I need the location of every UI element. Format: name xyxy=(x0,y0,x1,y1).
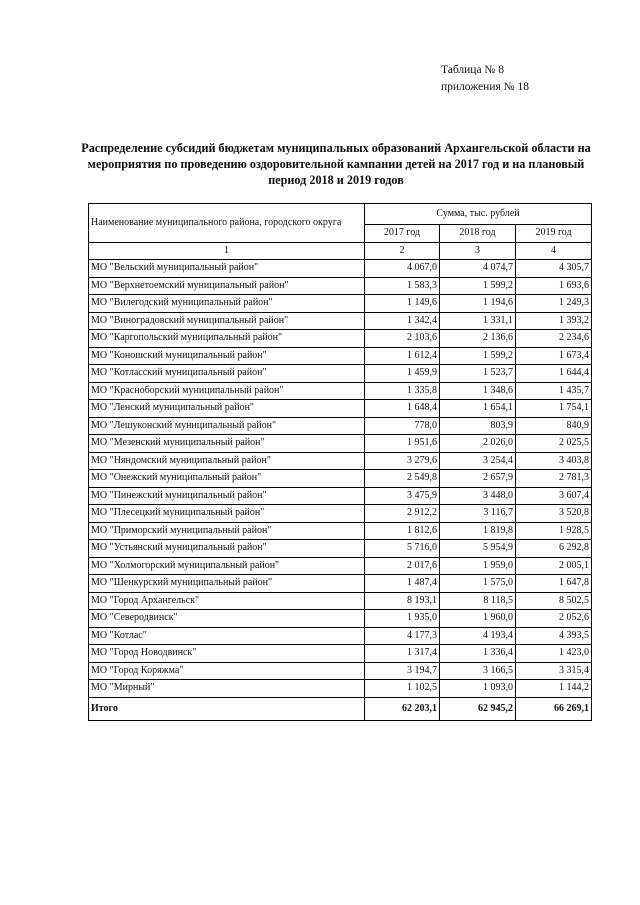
table-row xyxy=(89,435,592,453)
total-2017: 62 203,1 xyxy=(365,697,440,720)
value-2018-cell: 3 166,5 xyxy=(440,662,516,680)
table-row xyxy=(89,522,592,540)
municipality-name-cell: МО "Красноборский муниципальный район" xyxy=(89,382,365,400)
value-2019-cell: 1 644,4 xyxy=(516,365,592,383)
value-2017-cell: 1 317,4 xyxy=(365,645,440,663)
value-2018-cell: 1 194,6 xyxy=(440,295,516,313)
value-2018-cell: 1 348,6 xyxy=(440,382,516,400)
value-2019-cell: 1 647,8 xyxy=(516,575,592,593)
value-2019-cell: 2 781,3 xyxy=(516,470,592,488)
table-row xyxy=(89,575,592,593)
municipality-name-cell: МО "Котласский муниципальный район" xyxy=(89,365,365,383)
subsidy-table-body xyxy=(89,204,592,698)
municipality-name-cell: МО "Онежский муниципальный район" xyxy=(89,470,365,488)
value-2019-cell: 1 693,6 xyxy=(516,277,592,295)
table-row xyxy=(89,400,592,418)
table-row xyxy=(89,557,592,575)
municipality-name-cell: МО "Устьянский муниципальный район" xyxy=(89,540,365,558)
value-2017-cell: 1 149,6 xyxy=(365,295,440,313)
value-2019-cell: 2 025,5 xyxy=(516,435,592,453)
table-row xyxy=(89,417,592,435)
table-row xyxy=(89,645,592,663)
table-row xyxy=(89,680,592,698)
value-2017-cell: 1 102,5 xyxy=(365,680,440,698)
total-2019: 66 269,1 xyxy=(516,697,592,720)
value-2017-cell: 2 103,6 xyxy=(365,330,440,348)
value-2017-cell: 3 194,7 xyxy=(365,662,440,680)
value-2018-cell: 4 074,7 xyxy=(440,260,516,278)
value-2019-cell: 1 435,7 xyxy=(516,382,592,400)
table-row xyxy=(89,662,592,680)
value-2019-cell: 2 052,6 xyxy=(516,610,592,628)
value-2019-cell: 6 292,8 xyxy=(516,540,592,558)
column-number-row xyxy=(89,242,592,260)
value-2019-cell: 3 520,8 xyxy=(516,505,592,523)
value-2017-cell: 5 716,0 xyxy=(365,540,440,558)
value-2018-cell: 5 954,9 xyxy=(440,540,516,558)
value-2018-cell: 1 575,0 xyxy=(440,575,516,593)
value-2018-cell: 3 448,0 xyxy=(440,487,516,505)
value-2018-cell: 1 599,2 xyxy=(440,277,516,295)
value-2017-cell: 2 912,2 xyxy=(365,505,440,523)
value-2019-cell: 1 673,4 xyxy=(516,347,592,365)
value-2018-cell: 8 118,5 xyxy=(440,592,516,610)
value-2017-cell: 8 193,1 xyxy=(365,592,440,610)
table-row xyxy=(89,452,592,470)
value-2017-cell: 778,0 xyxy=(365,417,440,435)
value-2019-cell: 1 928,5 xyxy=(516,522,592,540)
table-header-row xyxy=(89,204,592,225)
value-2019-cell: 1 249,3 xyxy=(516,295,592,313)
value-2017-cell: 3 475,9 xyxy=(365,487,440,505)
table-row xyxy=(89,487,592,505)
value-2018-cell: 2 136,6 xyxy=(440,330,516,348)
document-title: Распределение субсидий бюджетам муниципальных образований Архангельской области на мероприятия по проведению оздоровительной кампании детей на 2017 год и на плановый период 2018 и 2019 годов xyxy=(81,141,591,187)
municipality-name-cell: МО "Коношский муниципальный район" xyxy=(89,347,365,365)
table-row xyxy=(89,540,592,558)
value-2018-cell: 1 523,7 xyxy=(440,365,516,383)
table-row xyxy=(89,592,592,610)
value-2017-cell: 1 935,0 xyxy=(365,610,440,628)
table-number-label: Таблица № 8 xyxy=(441,64,505,76)
value-2017-cell: 4 177,3 xyxy=(365,627,440,645)
sum-column-header: Сумма, тыс. рублей xyxy=(365,204,592,225)
table-row xyxy=(89,610,592,628)
table-row xyxy=(89,312,592,330)
municipality-name-cell: МО "Город Коряжма" xyxy=(89,662,365,680)
year-2017-header: 2017 год xyxy=(365,225,440,243)
column-number: 3 xyxy=(440,242,516,260)
value-2019-cell: 2 005,1 xyxy=(516,557,592,575)
total-label: Итого xyxy=(89,697,365,720)
value-2018-cell: 3 116,7 xyxy=(440,505,516,523)
appendix-number-label: приложения № 18 xyxy=(441,81,529,93)
value-2017-cell: 1 812,6 xyxy=(365,522,440,540)
municipality-name-cell: МО "Няндомский муниципальный район" xyxy=(89,452,365,470)
municipality-name-cell: МО "Котлас" xyxy=(89,627,365,645)
value-2017-cell: 4 067,0 xyxy=(365,260,440,278)
value-2017-cell: 1 648,4 xyxy=(365,400,440,418)
name-column-header: Наименование муниципального района, городского округа xyxy=(89,204,365,243)
table-row xyxy=(89,330,592,348)
table-row xyxy=(89,627,592,645)
column-number: 2 xyxy=(365,242,440,260)
municipality-name-cell: МО "Пинежский муниципальный район" xyxy=(89,487,365,505)
value-2018-cell: 1 819,8 xyxy=(440,522,516,540)
municipality-name-cell: МО "Город Новодвинск" xyxy=(89,645,365,663)
year-2019-header: 2019 год xyxy=(516,225,592,243)
municipality-name-cell: МО "Приморский муниципальный район" xyxy=(89,522,365,540)
subsidy-table xyxy=(88,203,592,721)
value-2019-cell: 3 315,4 xyxy=(516,662,592,680)
value-2019-cell: 1 754,1 xyxy=(516,400,592,418)
value-2017-cell: 1 335,8 xyxy=(365,382,440,400)
value-2019-cell: 4 393,5 xyxy=(516,627,592,645)
value-2019-cell: 8 502,5 xyxy=(516,592,592,610)
table-row xyxy=(89,277,592,295)
total-row xyxy=(89,697,592,720)
value-2017-cell: 1 342,4 xyxy=(365,312,440,330)
municipality-name-cell: МО "Лешуконский муниципальный район" xyxy=(89,417,365,435)
table-row xyxy=(89,470,592,488)
value-2019-cell: 3 403,8 xyxy=(516,452,592,470)
value-2018-cell: 1 654,1 xyxy=(440,400,516,418)
municipality-name-cell: МО "Город Архангельск" xyxy=(89,592,365,610)
municipality-name-cell: МО "Шенкурский муниципальный район" xyxy=(89,575,365,593)
table-footer xyxy=(89,697,592,720)
value-2018-cell: 2 657,9 xyxy=(440,470,516,488)
value-2019-cell: 4 305,7 xyxy=(516,260,592,278)
table-row xyxy=(89,347,592,365)
value-2019-cell: 1 393,2 xyxy=(516,312,592,330)
value-2017-cell: 1 487,4 xyxy=(365,575,440,593)
table-row xyxy=(89,365,592,383)
value-2017-cell: 1 583,3 xyxy=(365,277,440,295)
value-2018-cell: 1 336,4 xyxy=(440,645,516,663)
value-2019-cell: 2 234,6 xyxy=(516,330,592,348)
value-2017-cell: 1 612,4 xyxy=(365,347,440,365)
value-2018-cell: 1 959,0 xyxy=(440,557,516,575)
column-number: 1 xyxy=(89,242,365,260)
value-2017-cell: 2 549,8 xyxy=(365,470,440,488)
municipality-name-cell: МО "Плесецкий муниципальный район" xyxy=(89,505,365,523)
value-2019-cell: 840,9 xyxy=(516,417,592,435)
year-2018-header: 2018 год xyxy=(440,225,516,243)
value-2017-cell: 2 017,6 xyxy=(365,557,440,575)
municipality-name-cell: МО "Каргопольский муниципальный район" xyxy=(89,330,365,348)
value-2018-cell: 1 093,0 xyxy=(440,680,516,698)
table-row xyxy=(89,295,592,313)
value-2019-cell: 1 423,0 xyxy=(516,645,592,663)
municipality-name-cell: МО "Виноградовский муниципальный район" xyxy=(89,312,365,330)
municipality-name-cell: МО "Мирный" xyxy=(89,680,365,698)
total-2018: 62 945,2 xyxy=(440,697,516,720)
table-row xyxy=(89,505,592,523)
municipality-name-cell: МО "Верхнетоемский муниципальный район" xyxy=(89,277,365,295)
value-2018-cell: 1 599,2 xyxy=(440,347,516,365)
value-2018-cell: 2 026,0 xyxy=(440,435,516,453)
municipality-name-cell: МО "Ленский муниципальный район" xyxy=(89,400,365,418)
appendix-reference xyxy=(441,62,529,96)
municipality-name-cell: МО "Северодвинск" xyxy=(89,610,365,628)
column-number: 4 xyxy=(516,242,592,260)
municipality-name-cell: МО "Мезенский муниципальный район" xyxy=(89,435,365,453)
value-2018-cell: 803,9 xyxy=(440,417,516,435)
value-2017-cell: 1 459,9 xyxy=(365,365,440,383)
value-2019-cell: 1 144,2 xyxy=(516,680,592,698)
municipality-name-cell: МО "Вельский муниципальный район" xyxy=(89,260,365,278)
municipality-name-cell: МО "Холмогорский муниципальный район" xyxy=(89,557,365,575)
value-2018-cell: 4 193,4 xyxy=(440,627,516,645)
value-2017-cell: 1 951,6 xyxy=(365,435,440,453)
value-2018-cell: 1 960,0 xyxy=(440,610,516,628)
value-2018-cell: 1 331,1 xyxy=(440,312,516,330)
value-2018-cell: 3 254,4 xyxy=(440,452,516,470)
value-2017-cell: 3 279,6 xyxy=(365,452,440,470)
table-row xyxy=(89,382,592,400)
municipality-name-cell: МО "Вилегодский муниципальный район" xyxy=(89,295,365,313)
table-row xyxy=(89,260,592,278)
value-2019-cell: 3 607,4 xyxy=(516,487,592,505)
